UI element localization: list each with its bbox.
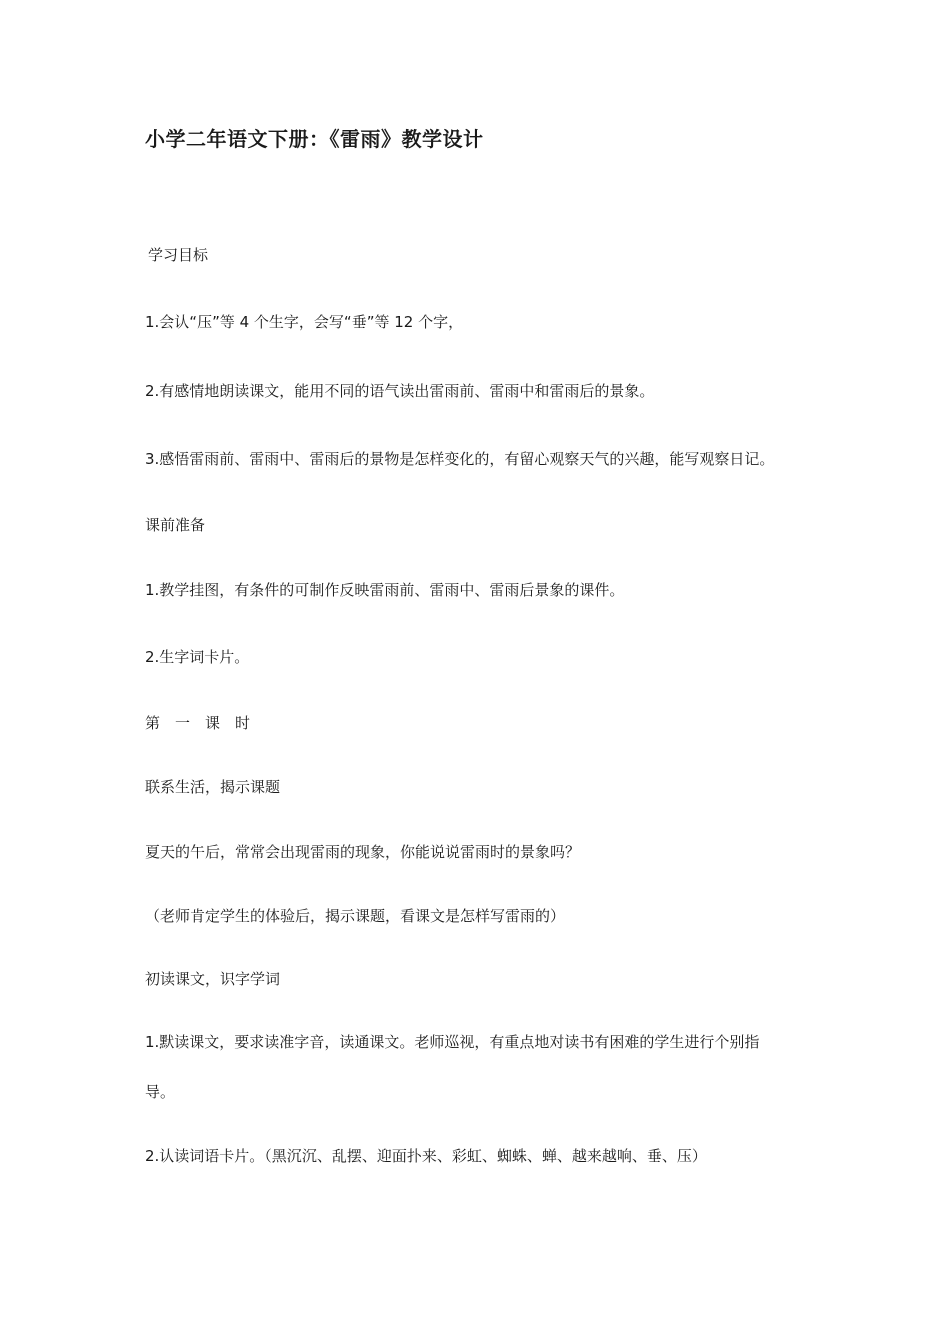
preparation-item-2: 2.生字词卡片。 (145, 648, 250, 666)
lesson-period-heading: 第 一 课 时 (145, 714, 251, 732)
objective-item-3: 3.感悟雷雨前、雷雨中、雷雨后的景物是怎样变化的，有留心观察天气的兴趣，能写观察日记。 (145, 450, 775, 468)
objective-item-1: 1.会认“压”等 4 个生字，会写“垂”等 12 个字， (145, 313, 464, 331)
reading-item-1: 1.默读课文，要求读准字音，读通课文。老师巡视，有重点地对读书有困难的学生进行个别指 (145, 1033, 760, 1051)
step-heading-intro: 联系生活，揭示课题 (145, 778, 281, 796)
document-title: 小学二年语文下册：《雷雨》教学设计 (145, 127, 484, 151)
paragraph-teacher-note: （老师肯定学生的体验后，揭示课题，看课文是怎样写雷雨的） (145, 907, 566, 925)
section-heading-objectives: 学习目标 (148, 246, 209, 264)
preparation-item-1: 1.教学挂图，有条件的可制作反映雷雨前、雷雨中、雷雨后景象的课件。 (145, 581, 625, 599)
section-heading-preparation: 课前准备 (145, 516, 206, 534)
objective-item-2: 2.有感情地朗读课文，能用不同的语气读出雷雨前、雷雨中和雷雨后的景象。 (145, 382, 655, 400)
step-heading-reading: 初读课文，识字学词 (145, 970, 281, 988)
paragraph-question: 夏天的午后，常常会出现雷雨的现象，你能说说雷雨时的景象吗？ (145, 843, 581, 861)
reading-item-1-continued: 导。 (145, 1083, 176, 1101)
reading-item-2: 2.认读词语卡片。（黑沉沉、乱摆、迎面扑来、彩虹、蜘蛛、蝉、越来越响、垂、压） (145, 1147, 707, 1165)
